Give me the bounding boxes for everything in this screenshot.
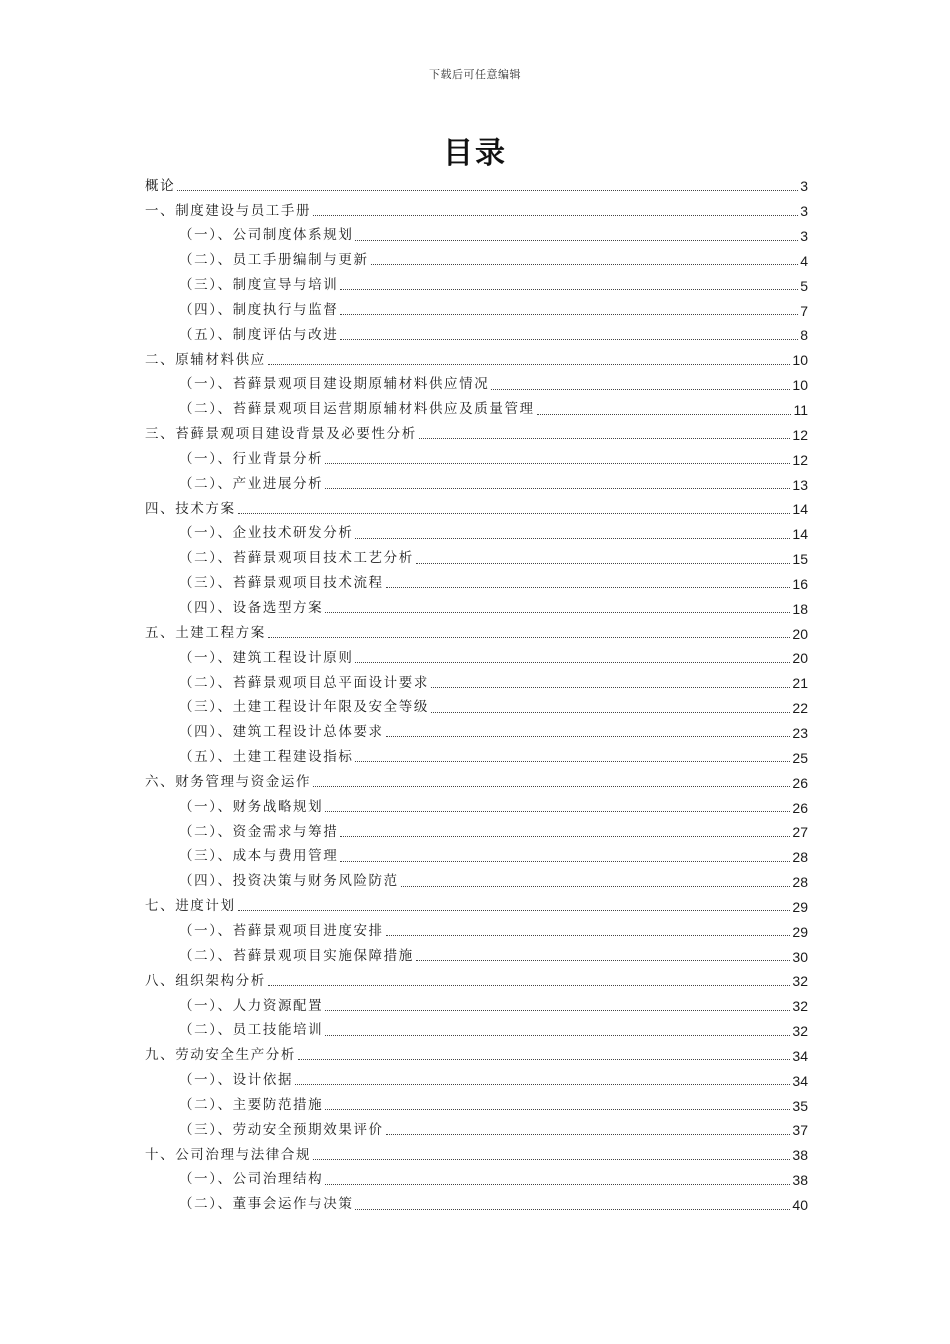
toc-page-number: 3: [800, 178, 808, 195]
toc-entry-label: （二）、员工手册编制与更新: [179, 252, 369, 269]
toc-entry-label: （一）、公司治理结构: [179, 1171, 324, 1188]
toc-section-entry[interactable]: [145, 298, 808, 323]
toc-dot-leader: [419, 438, 791, 439]
toc-chapter-entry[interactable]: [145, 174, 808, 199]
toc-dot-leader: [431, 712, 790, 713]
toc-dot-leader: [325, 488, 790, 489]
toc-dot-leader: [238, 910, 791, 911]
toc-page-number: 32: [792, 973, 808, 990]
toc-chapter-entry[interactable]: [145, 422, 808, 447]
toc-section-entry[interactable]: [145, 1168, 808, 1193]
toc-dot-leader: [355, 538, 790, 539]
toc-dot-leader: [371, 264, 799, 265]
toc-entry-label: （一）、公司制度体系规划: [179, 227, 354, 244]
toc-entry-label: 概论: [145, 177, 176, 194]
toc-dot-leader: [340, 289, 798, 290]
toc-section-entry[interactable]: [145, 646, 808, 671]
toc-page-number: 34: [792, 1047, 808, 1064]
toc-entry-label: 三、苔藓景观项目建设背景及必要性分析: [145, 426, 417, 443]
toc-section-entry[interactable]: [145, 447, 808, 472]
toc-entry-label: （二）、苔藓景观项目技术工艺分析: [179, 550, 414, 567]
toc-entry-label: （一）、设计依据: [179, 1072, 294, 1089]
toc-entry-label: （一）、苔藓景观项目进度安排: [179, 922, 384, 939]
toc-dot-leader: [416, 563, 791, 564]
toc-page-number: 16: [792, 575, 808, 592]
toc-chapter-entry[interactable]: [145, 621, 808, 646]
toc-dot-leader: [298, 1059, 790, 1060]
toc-page-number: 15: [792, 551, 808, 568]
toc-chapter-entry[interactable]: [145, 1044, 808, 1069]
toc-entry-label: （四）、设备选型方案: [179, 600, 324, 617]
toc-page-number: 35: [792, 1097, 808, 1114]
toc-dot-leader: [268, 364, 791, 365]
toc-section-entry[interactable]: [145, 273, 808, 298]
toc-entry-label: 六、财务管理与资金运作: [145, 773, 312, 790]
toc-page-number: 22: [792, 700, 808, 717]
toc-entry-label: 五、土建工程方案: [145, 624, 266, 641]
toc-dot-leader: [325, 1184, 790, 1185]
toc-page-number: 4: [800, 252, 808, 269]
toc-dot-leader: [325, 1109, 790, 1110]
toc-entry-label: 四、技术方案: [145, 500, 236, 517]
toc-section-entry[interactable]: [145, 1019, 808, 1044]
toc-section-entry[interactable]: [145, 870, 808, 895]
toc-page-number: 37: [792, 1122, 808, 1139]
toc-section-entry[interactable]: [145, 323, 808, 348]
toc-section-entry[interactable]: [145, 944, 808, 969]
toc-section-entry[interactable]: [145, 745, 808, 770]
toc-page-number: 20: [792, 625, 808, 642]
toc-page-number: 20: [792, 650, 808, 667]
toc-page-number: 8: [800, 327, 808, 344]
toc-dot-leader: [340, 339, 798, 340]
toc-page-number: 26: [792, 799, 808, 816]
toc-chapter-entry[interactable]: [145, 1143, 808, 1168]
toc-page-number: 3: [800, 203, 808, 220]
toc-page-number: 14: [792, 526, 808, 543]
toc-dot-leader: [340, 861, 790, 862]
toc-section-entry[interactable]: [145, 795, 808, 820]
toc-page-number: 30: [792, 948, 808, 965]
toc-entry-label: 八、组织架构分析: [145, 972, 266, 989]
toc-section-entry[interactable]: [145, 547, 808, 572]
toc-dot-leader: [355, 240, 798, 241]
toc-dot-leader: [295, 1084, 790, 1085]
toc-page-number: 21: [792, 675, 808, 692]
toc-page-number: 10: [792, 352, 808, 369]
page-header-note: 下载后可任意编辑: [429, 68, 521, 81]
toc-entry-label: （一）、苔藓景观项目建设期原辅材料供应情况: [179, 376, 490, 393]
toc-page-number: 12: [792, 426, 808, 443]
toc-chapter-entry[interactable]: [145, 348, 808, 373]
toc-page-number: 40: [792, 1197, 808, 1214]
toc-dot-leader: [268, 985, 791, 986]
toc-page-number: 32: [792, 1023, 808, 1040]
toc-page-number: 18: [792, 600, 808, 617]
toc-dot-leader: [355, 662, 790, 663]
toc-section-entry[interactable]: [145, 721, 808, 746]
toc-entry-label: （三）、成本与费用管理: [179, 848, 339, 865]
toc-section-entry[interactable]: [145, 596, 808, 621]
toc-dot-leader: [325, 612, 790, 613]
toc-entry-label: 九、劳动安全生产分析: [145, 1047, 296, 1064]
toc-chapter-entry[interactable]: [145, 969, 808, 994]
toc-section-entry[interactable]: [145, 1193, 808, 1218]
toc-dot-leader: [313, 215, 798, 216]
toc-entry-label: （四）、建筑工程设计总体要求: [179, 724, 384, 741]
toc-dot-leader: [325, 811, 790, 812]
toc-entry-label: （五）、制度评估与改进: [179, 326, 339, 343]
toc-dot-leader: [431, 687, 790, 688]
toc-entry-label: 七、进度计划: [145, 898, 236, 915]
toc-dot-leader: [325, 1010, 790, 1011]
toc-section-entry[interactable]: [145, 820, 808, 845]
toc-entry-label: （二）、董事会运作与决策: [179, 1196, 354, 1213]
toc-section-entry[interactable]: [145, 919, 808, 944]
toc-page-number: 38: [792, 1172, 808, 1189]
toc-section-entry[interactable]: [145, 224, 808, 249]
toc-dot-leader: [386, 1134, 791, 1135]
toc-entry-label: （四）、制度执行与监督: [179, 301, 339, 318]
toc-page-number: 38: [792, 1147, 808, 1164]
toc-page-number: 29: [792, 898, 808, 915]
toc-dot-leader: [313, 786, 790, 787]
toc-entry-label: 一、制度建设与员工手册: [145, 202, 312, 219]
toc-dot-leader: [386, 935, 791, 936]
toc-entry-label: 十、公司治理与法律合规: [145, 1146, 312, 1163]
toc-entry-label: （三）、苔藓景观项目技术流程: [179, 575, 384, 592]
toc-entry-label: （二）、资金需求与筹措: [179, 823, 339, 840]
toc-entry-label: （二）、产业进展分析: [179, 475, 324, 492]
toc-page-number: 3: [800, 228, 808, 245]
toc-page-number: 34: [792, 1072, 808, 1089]
toc-chapter-entry[interactable]: [145, 894, 808, 919]
toc-page-number: 32: [792, 998, 808, 1015]
toc-entry-label: （三）、土建工程设计年限及安全等级: [179, 699, 429, 716]
toc-page-number: 5: [800, 277, 808, 294]
toc-entry-label: （二）、主要防范措施: [179, 1096, 324, 1113]
toc-dot-leader: [340, 836, 790, 837]
toc-entry-label: （二）、苔藓景观项目运营期原辅材料供应及质量管理: [179, 401, 535, 418]
toc-section-entry[interactable]: [145, 696, 808, 721]
toc-entry-label: （一）、行业背景分析: [179, 450, 324, 467]
toc-dot-leader: [491, 389, 790, 390]
toc-page-number: 29: [792, 923, 808, 940]
toc-entry-label: （五）、土建工程建设指标: [179, 749, 354, 766]
toc-page-number: 14: [792, 501, 808, 518]
toc-chapter-entry[interactable]: [145, 770, 808, 795]
toc-dot-leader: [238, 513, 791, 514]
toc-dot-leader: [268, 637, 791, 638]
toc-section-entry[interactable]: [145, 373, 808, 398]
toc-dot-leader: [177, 190, 798, 191]
toc-entry-label: （四）、投资决策与财务风险防范: [179, 873, 399, 890]
toc-page-number: 26: [792, 774, 808, 791]
toc-entry-label: （二）、苔藓景观项目实施保障措施: [179, 947, 414, 964]
toc-dot-leader: [355, 761, 790, 762]
toc-entry-label: （一）、人力资源配置: [179, 997, 324, 1014]
toc-section-entry[interactable]: [145, 1093, 808, 1118]
toc-section-entry[interactable]: [145, 994, 808, 1019]
toc-entry-label: （二）、苔藓景观项目总平面设计要求: [179, 674, 429, 691]
toc-page-number: 27: [792, 824, 808, 841]
toc-dot-leader: [537, 414, 792, 415]
toc-page-number: 10: [792, 377, 808, 394]
toc-page-number: 28: [792, 874, 808, 891]
toc-section-entry[interactable]: [145, 671, 808, 696]
toc-entry-label: （三）、制度宣导与培训: [179, 277, 339, 294]
toc-page-number: 12: [792, 451, 808, 468]
table-of-contents: [145, 174, 808, 1217]
toc-dot-leader: [386, 587, 791, 588]
toc-page-number: 11: [793, 402, 808, 419]
toc-dot-leader: [355, 1209, 790, 1210]
toc-page-number: 25: [792, 749, 808, 766]
toc-chapter-entry[interactable]: [145, 199, 808, 224]
toc-section-entry[interactable]: [145, 472, 808, 497]
toc-dot-leader: [313, 1159, 790, 1160]
page-title: 目录: [443, 136, 507, 171]
toc-page-number: 7: [800, 302, 808, 319]
toc-page-number: 23: [792, 724, 808, 741]
toc-page-number: 13: [792, 476, 808, 493]
toc-dot-leader: [325, 463, 790, 464]
toc-section-entry[interactable]: [145, 1068, 808, 1093]
toc-page-number: 28: [792, 849, 808, 866]
toc-entry-label: （二）、员工技能培训: [179, 1022, 324, 1039]
toc-section-entry[interactable]: [145, 398, 808, 423]
toc-entry-label: （一）、建筑工程设计原则: [179, 649, 354, 666]
toc-section-entry[interactable]: [145, 845, 808, 870]
toc-entry-label: （一）、企业技术研发分析: [179, 525, 354, 542]
toc-entry-label: （一）、财务战略规划: [179, 798, 324, 815]
toc-dot-leader: [340, 314, 798, 315]
toc-entry-label: 二、原辅材料供应: [145, 351, 266, 368]
toc-dot-leader: [325, 1035, 790, 1036]
toc-chapter-entry[interactable]: [145, 497, 808, 522]
toc-section-entry[interactable]: [145, 1118, 808, 1143]
toc-section-entry[interactable]: [145, 572, 808, 597]
toc-dot-leader: [416, 960, 791, 961]
toc-section-entry[interactable]: [145, 522, 808, 547]
toc-entry-label: （三）、劳动安全预期效果评价: [179, 1121, 384, 1138]
toc-section-entry[interactable]: [145, 249, 808, 274]
toc-dot-leader: [386, 736, 791, 737]
toc-dot-leader: [401, 886, 791, 887]
